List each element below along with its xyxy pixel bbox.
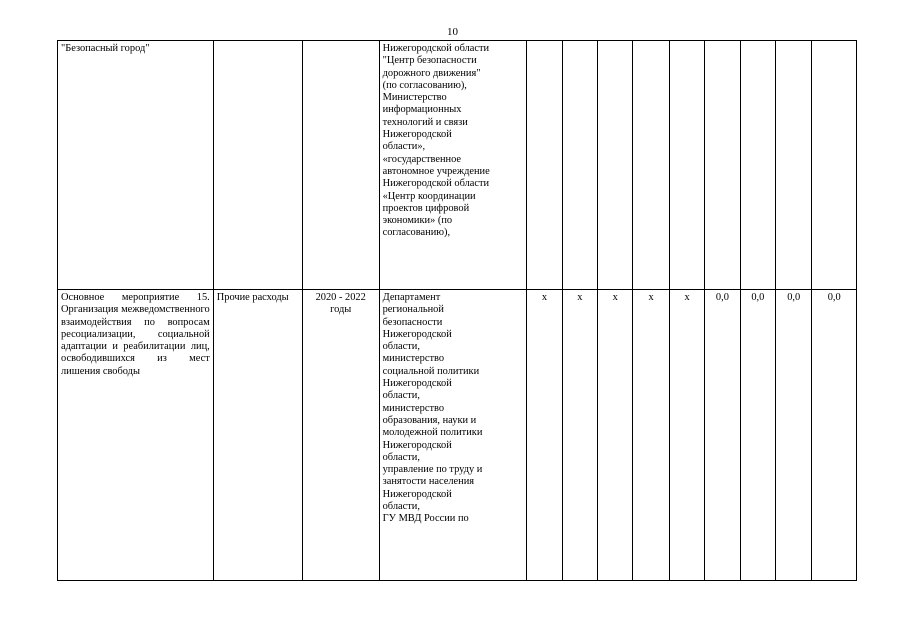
period-cell xyxy=(302,41,379,290)
executor-line: Нижегородской xyxy=(382,328,452,340)
executor-line: молодежной политики xyxy=(382,427,483,439)
mark-cell xyxy=(562,41,597,290)
executor-line: региональной xyxy=(382,304,444,316)
mark-cell: х xyxy=(598,290,633,581)
page-number: 10 xyxy=(447,26,458,38)
executor-line: проектов цифровой xyxy=(382,202,470,214)
amount-cell: 0,0 xyxy=(776,290,812,581)
executor-line: Нижегородской xyxy=(382,488,452,500)
executor-line: области, xyxy=(382,390,420,402)
amount-cell xyxy=(740,41,775,290)
executor-cell xyxy=(379,41,527,290)
executor-line: области, xyxy=(382,501,420,513)
executor-line: Министерство xyxy=(382,92,447,104)
measure-name-cell: Основное мероприятие 15. Организация межведомственного взаимодействия по вопросам ресоциализации, социальной адаптации и реабилитации лиц, освободившихся из мест лишения свободы xyxy=(58,290,214,581)
mark-cell: х xyxy=(633,290,669,581)
mark-cell: х xyxy=(527,290,562,581)
mark-cell xyxy=(598,41,633,290)
amount-cell: 0,0 xyxy=(705,290,740,581)
amount-cell: 0,0 xyxy=(812,290,857,581)
period-cell: 2020 - 2022 годы xyxy=(302,290,379,581)
amount-cell xyxy=(812,41,857,290)
executor-line: Нижегородской xyxy=(382,378,452,390)
measure-name-cell: "Безопасный город" xyxy=(58,41,214,290)
executor-cell xyxy=(379,290,527,581)
executor-line: области», xyxy=(382,141,426,153)
executor-line: министерство xyxy=(382,402,445,414)
executor-line: министерство xyxy=(382,353,445,365)
executor-line: социальной политики xyxy=(382,365,480,377)
executor-line: Департамент xyxy=(382,292,441,303)
executor-line: дорожного движения" xyxy=(382,67,481,79)
executor-line: безопасности xyxy=(382,316,443,328)
table-row xyxy=(58,41,857,290)
amount-cell xyxy=(705,41,740,290)
executor-line: «Центр координации xyxy=(382,190,476,202)
executor-line: ГУ МВД России по xyxy=(382,513,469,525)
mark-cell xyxy=(669,41,704,290)
mark-cell xyxy=(633,41,669,290)
executor-line: занятости населения xyxy=(382,476,475,488)
executor-line: Нижегородской области xyxy=(382,178,490,190)
executor-line: «государственное xyxy=(382,153,462,165)
executor-line: образования, науки и xyxy=(382,414,477,426)
executor-line: области, xyxy=(382,341,420,353)
funding-source-cell xyxy=(213,41,302,290)
executor-line: экономики» (по xyxy=(382,215,453,227)
mark-cell: х xyxy=(669,290,704,581)
mark-cell: х xyxy=(562,290,597,581)
executor-line: информационных xyxy=(382,104,462,116)
executor-line: области, xyxy=(382,451,420,463)
executor-line: "Центр безопасности xyxy=(382,55,477,67)
funding-source-cell: Прочие расходы xyxy=(213,290,302,581)
executor-line: технологий и связи xyxy=(382,116,468,128)
mark-cell xyxy=(527,41,562,290)
executor-line: автономное учреждение xyxy=(382,165,490,177)
executor-line: (по согласованию), xyxy=(382,79,467,91)
amount-cell xyxy=(776,41,812,290)
program-table xyxy=(57,40,857,581)
executor-line: Нижегородской области xyxy=(382,43,490,54)
executor-line: согласованию), xyxy=(382,227,451,239)
executor-line: Нижегородской xyxy=(382,439,452,451)
executor-line: управление по труду и xyxy=(382,464,483,476)
amount-cell: 0,0 xyxy=(740,290,775,581)
executor-line: Нижегородской xyxy=(382,129,452,141)
table-row xyxy=(58,290,857,581)
